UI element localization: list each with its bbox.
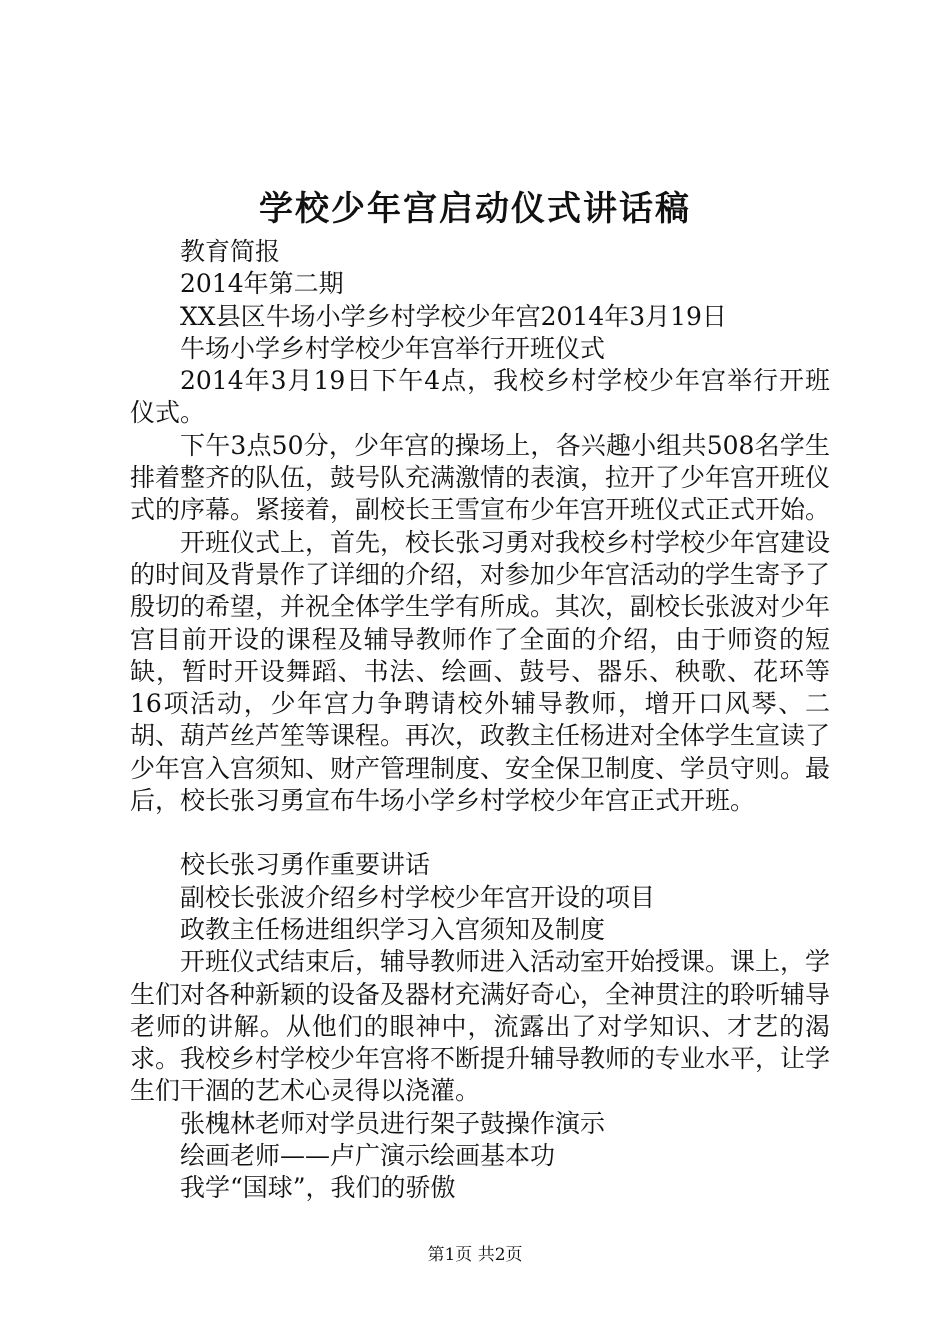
- page-number-footer: 第1页 共2页: [427, 1245, 523, 1265]
- photo-caption: 校长张习勇作重要讲话: [180, 850, 431, 880]
- photo-caption: 绘画老师——卢广演示绘画基本功: [180, 1141, 556, 1171]
- paragraph-headline: 牛场小学乡村学校少年宫举行开班仪式: [180, 333, 606, 363]
- document-title: 学校少年宫启动仪式讲话稿: [259, 189, 691, 229]
- paragraph-dateline: XX县区牛场小学乡村学校少年宫2014年3月19日: [180, 301, 727, 331]
- paragraph-body: 开班仪式结束后，辅导教师进入活动室开始授课。课上，学生们对各种新颖的设备及器材充满好奇心，全神贯注的聆听辅导老师的讲解。从他们的眼神中，流露出了对学知识、才艺的渴求。我校乡村学校少年宫将不断提升辅导教师的专业水平，让学生们干涸的艺术心灵得以浇灌。: [130, 947, 831, 1106]
- document-body: [130, 236, 830, 1205]
- photo-caption: 副校长张波介绍乡村学校少年宫开设的项目: [180, 882, 656, 912]
- photo-caption: 政教主任杨进组织学习入宫须知及制度: [180, 914, 606, 944]
- paragraph-spacer: [130, 817, 830, 849]
- photo-caption: 我学“国球”，我们的骄傲: [180, 1173, 456, 1203]
- paragraph-body: 下午3点50分，少年宫的操场上，各兴趣小组共508名学生排着整齐的队伍，鼓号队充满激情的表演，拉开了少年宫开班仪式的序幕。紧接着，副校长王雪宣布少年宫开班仪式正式开始。: [130, 430, 831, 525]
- paragraph-bulletin-name: 教育简报: [180, 237, 281, 266]
- paragraph-issue: 2014年第二期: [180, 269, 344, 299]
- paragraph-body: 2014年3月19日下午4点，我校乡村学校少年宫举行开班仪式。: [130, 366, 830, 428]
- photo-caption: 张槐林老师对学员进行架子鼓操作演示: [180, 1108, 606, 1138]
- paragraph-body: 开班仪式上，首先，校长张习勇对我校乡村学校少年宫建设的时间及背景作了详细的介绍，对参加少年宫活动的学生寄予了殷切的希望，并祝全体学生学有所成。其次，副校长张波对少年宫目前开设的课程及辅导教师作了全面的介绍，由于师资的短缺，暂时开设舞蹈、书法、绘画、鼓号、器乐、秧歌、花环等16项活动，少年宫力争聘请校外辅导教师，增开口风琴、二胡、葫芦丝芦笙等课程。再次，政教主任杨进对全体学生宣读了少年宫入宫须知、财产管理制度、安全保卫制度、学员守则。最后，校长张习勇宣布牛场小学乡村学校少年宫正式开班。: [130, 527, 831, 816]
